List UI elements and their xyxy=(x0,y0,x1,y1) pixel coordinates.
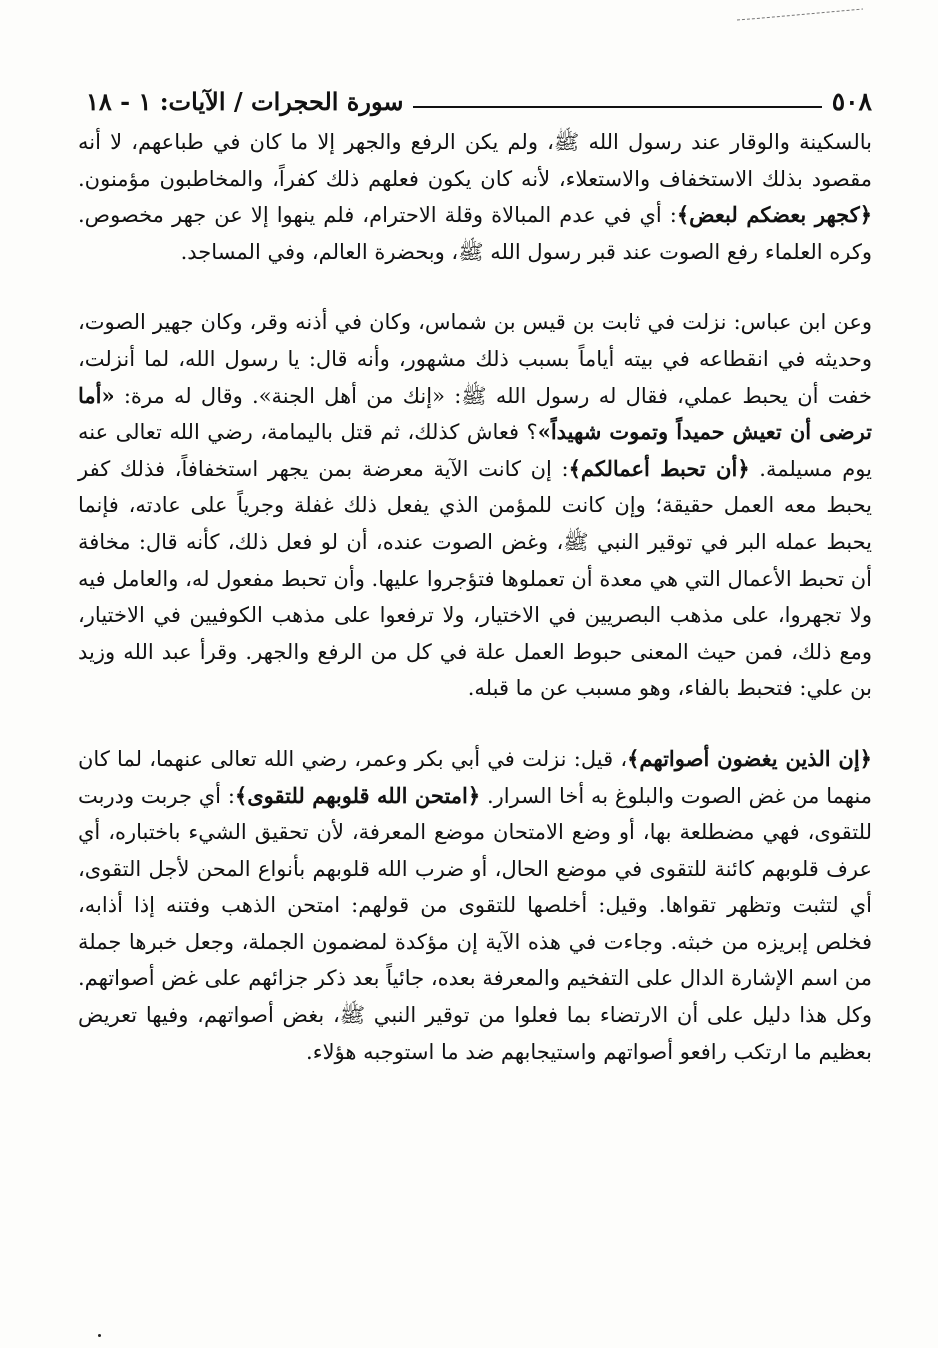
speck xyxy=(98,1334,101,1337)
paragraph xyxy=(78,124,872,270)
paragraph xyxy=(78,741,872,1070)
text-run: بالسكينة والوقار عند رسول الله ﷺ، ولم يكن الرفع والجهر إلا ما كان في طباعهم، لا أنه مقصود بذلك الاستخفاف والاستعلاء، لأنه كان يكون فعلهم ذلك كفراً، والمخاطبون مؤمنون. xyxy=(78,130,872,191)
quoted-verse: ﴿إن الذين يغضون أصواتهم﴾ xyxy=(627,745,872,771)
quoted-verse: ﴿أن تحبط أعمالكم﴾ xyxy=(568,455,750,481)
quoted-verse: ﴿امتحن الله قلوبهم للتقوى﴾ xyxy=(234,782,481,808)
page-number: ٥٠٨ xyxy=(831,87,872,116)
text-run: : أي جربت ودربت للتقوى، فهي مضطلعة بها، أو وضع الامتحان موضع المعرفة، لأن تحقيق الشيء باختباره، أي عرف قلوبهم كائنة للتقوى في موضع الحال، أو ضرب الله قلوبهم بأنواع المحن لأجل التقوى، أي لتثبت وتظهر تقواها. وقيل: أخلصها للتقوى من قولهم: امتحن الذهب وفتنه إذا أذابه، فخلص إبريزه من خبثه. وجاءت في هذه الآية إن مؤكدة لمضمون الجملة، وجعل خبرها جملة من اسم الإشارة الدال على التفخيم والمعرفة بعده، جائياً بعد ذكر جزائهم على غض أصواتهم. وكل هذا دليل على أن الارتضاء بما فعلوا من توقير النبي ﷺ، بغض أصواتهم، وفيها تعريض بعظيم ما ارتكب رافعو أصواتهم واستيجابهم ضد ما استوجبه هؤلاء. xyxy=(78,783,872,1064)
quoted-verse: «أما ترضى أن تعيش حميداً وتموت شهيداً» xyxy=(78,382,872,445)
text-run: : أي في عدم المبالاة وقلة الاحترام، فلم ينهوا إلا عن جهر مخصوص. وكره العلماء رفع الصوت عند قبر رسول الله ﷺ، وبحضرة العالم، وفي المساجد. xyxy=(78,203,872,264)
header-rule xyxy=(413,106,821,108)
text-run: ، قيل: نزلت في أبي بكر وعمر، رضي الله تعالى عنهما، لما كان منهما من غض الصوت والبلوغ به أخا السرار. xyxy=(78,746,872,808)
pencil-mark xyxy=(735,8,865,22)
header-title: سورة الحجرات / الآيات: ١ - ١٨ xyxy=(86,87,404,116)
paragraph xyxy=(78,304,872,707)
text-run: ؟ فعاش كذلك، ثم قتل باليمامة، رضي الله تعالى عنه يوم مسيلمة. xyxy=(78,420,872,481)
text-run: وعن ابن عباس: نزلت في ثابت بن قيس بن شماس، وكان في أذنه وقر، وكان جهير الصوت، وحديثه في انقطاعه في بيته أياماً بسبب ذلك مشهور، وأنه قال: يا رسول الله، لما أنزلت، خفت أن يحبط عملي، فقال له رسول الله ﷺ: «إنك من أهل الجنة». وقال له مرة: xyxy=(78,310,872,408)
quoted-verse: ﴿كجهر بعضكم لبعض﴾ xyxy=(676,202,872,228)
text-run: : إن كانت الآية معرضة بمن يجهر استخفافاً، فذلك كفر يحبط معه العمل حقيقة؛ وإن كانت للمؤمن الذي يفعل ذلك غفلة وجرياً على عادته، فإنما يحبط عمله البر في توقير النبي ﷺ، وغض الصوت عنده، أن لو فعل ذلك، كأنه قال: مخافة أن تحبط الأعمال التي هي معدة أن تعملوها فتؤجروا عليها. وأن تحبط مفعول له، والعامل فيه ولا تجهروا، على مذهب البصريين في الاختيار، ولا ترفعوا على مذهب الكوفيين في الاختيار، ومع ذلك، فمن حيث المعنى حبوط العمل علة في كل من الرفع والجهر. وقرأ عبد الله وزيد بن علي: فتحبط بالفاء، وهو مسبب عن ما قبله. xyxy=(78,456,872,701)
body-text xyxy=(78,124,872,1070)
running-header xyxy=(86,80,872,116)
